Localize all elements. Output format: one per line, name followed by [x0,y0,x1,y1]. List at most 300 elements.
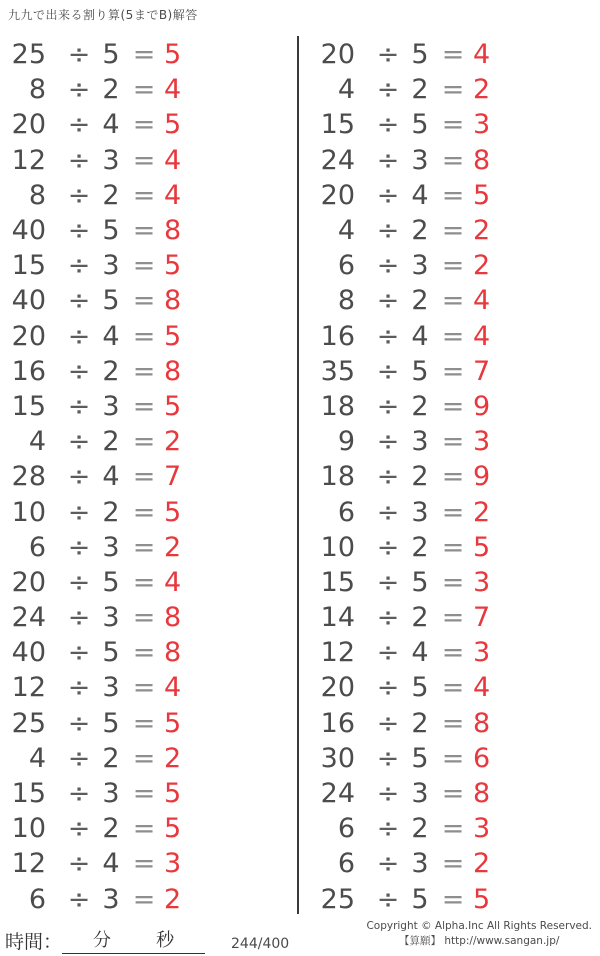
dividend-number: 28 [11,461,46,493]
equals-sign: = [441,778,465,810]
divisor-number: 3 [102,602,120,634]
divisor-number: 3 [102,531,120,563]
problem-row [0,741,297,776]
answer-number: 4 [164,566,182,598]
equals-sign: = [441,250,465,282]
dividend-number: 35 [320,355,355,387]
divide-sign: ÷ [376,883,400,915]
time-label: 時間： [5,931,63,953]
equals-sign: = [441,109,465,141]
problem-row [0,319,297,354]
problem-row [0,776,297,811]
divide-sign: ÷ [67,109,91,141]
problem-row [0,283,297,318]
divide-sign: ÷ [376,566,400,598]
dividend-number: 16 [320,707,355,739]
problem-row [0,494,297,529]
dividend-number: 4 [28,426,46,458]
equals-sign: = [441,742,465,774]
page-title: 九九で出来る割り算(5までB)解答 [8,8,198,22]
dividend-number: 15 [11,778,46,810]
divisor-number: 5 [411,39,429,71]
divide-sign: ÷ [67,778,91,810]
answer-number: 5 [164,707,182,739]
divide-sign: ÷ [376,355,400,387]
divisor-number: 3 [411,848,429,880]
dividend-number: 16 [320,320,355,352]
answer-number: 8 [473,144,491,176]
answer-number: 4 [164,74,182,106]
answer-number: 8 [164,602,182,634]
divide-sign: ÷ [67,215,91,247]
dividend-number: 15 [320,566,355,598]
divide-sign: ÷ [67,320,91,352]
divisor-number: 4 [411,320,429,352]
divide-sign: ÷ [67,250,91,282]
divisor-number: 5 [411,355,429,387]
answer-number: 4 [473,39,491,71]
dividend-number: 6 [28,531,46,563]
problem-row [0,213,297,248]
dividend-number: 20 [11,109,46,141]
equals-sign: = [132,813,156,845]
dividend-number: 40 [11,637,46,669]
divisor-number: 4 [411,179,429,211]
divisor-number: 4 [102,848,120,880]
problem-row [309,213,594,248]
equals-sign: = [132,320,156,352]
divide-sign: ÷ [67,883,91,915]
divide-sign: ÷ [67,813,91,845]
dividend-number: 25 [11,707,46,739]
problem-row [309,670,594,705]
worksheet-body [0,37,600,917]
answer-number: 2 [473,848,491,880]
answer-number: 5 [164,39,182,71]
dividend-number: 12 [320,637,355,669]
dividend-number: 12 [11,144,46,176]
problem-row [309,811,594,846]
divide-sign: ÷ [67,707,91,739]
equals-sign: = [441,426,465,458]
problem-row [0,882,297,917]
divide-sign: ÷ [67,390,91,422]
divisor-number: 4 [102,461,120,493]
dividend-number: 10 [11,813,46,845]
divide-sign: ÷ [67,848,91,880]
dividend-number: 4 [337,74,355,106]
copyright-block [366,919,592,949]
answer-number: 5 [164,496,182,528]
divide-sign: ÷ [376,285,400,317]
copyright-line1: Copyright © Alpha.Inc All Rights Reserved. [366,920,592,932]
divisor-number: 3 [411,496,429,528]
equals-sign: = [441,39,465,71]
equals-sign: = [441,566,465,598]
divisor-number: 3 [102,144,120,176]
divisor-number: 5 [102,215,120,247]
divide-sign: ÷ [376,742,400,774]
problem-row [309,354,594,389]
time-fill-in-blank [62,926,205,954]
problem-row [309,706,594,741]
answer-number: 3 [473,109,491,141]
dividend-number: 10 [320,531,355,563]
divide-sign: ÷ [376,778,400,810]
answer-number: 3 [473,426,491,458]
answer-number: 5 [473,179,491,211]
divide-sign: ÷ [67,285,91,317]
answer-number: 3 [473,637,491,669]
divide-sign: ÷ [67,179,91,211]
answer-number: 5 [164,813,182,845]
answer-number: 5 [473,531,491,563]
dividend-number: 8 [28,179,46,211]
problem-row [0,635,297,670]
answer-number: 2 [164,883,182,915]
dividend-number: 20 [320,179,355,211]
problem-row [309,248,594,283]
answer-number: 2 [473,74,491,106]
answer-number: 5 [164,109,182,141]
problem-row [309,389,594,424]
problem-row [0,178,297,213]
problem-row [309,600,594,635]
answer-number: 4 [164,672,182,704]
problem-row [0,424,297,459]
dividend-number: 15 [11,390,46,422]
divide-sign: ÷ [67,496,91,528]
divisor-number: 2 [411,461,429,493]
problem-row [0,530,297,565]
answer-number: 8 [164,355,182,387]
dividend-number: 18 [320,390,355,422]
problem-row [0,37,297,72]
equals-sign: = [441,602,465,634]
divisor-number: 3 [102,778,120,810]
divide-sign: ÷ [67,355,91,387]
divide-sign: ÷ [376,848,400,880]
equals-sign: = [441,390,465,422]
equals-sign: = [132,74,156,106]
equals-sign: = [441,883,465,915]
answer-number: 5 [164,320,182,352]
answer-number: 2 [473,250,491,282]
dividend-number: 4 [28,742,46,774]
dividend-number: 15 [11,250,46,282]
problem-row [309,776,594,811]
answer-number: 5 [164,778,182,810]
dividend-number: 20 [320,39,355,71]
divisor-number: 3 [411,778,429,810]
divisor-number: 4 [411,637,429,669]
divisor-number: 5 [411,742,429,774]
dividend-number: 8 [28,74,46,106]
dividend-number: 40 [11,285,46,317]
divisor-number: 3 [102,390,120,422]
answer-number: 8 [164,285,182,317]
dividend-number: 24 [320,778,355,810]
equals-sign: = [441,496,465,528]
equals-sign: = [132,848,156,880]
divide-sign: ÷ [376,426,400,458]
divisor-number: 2 [411,531,429,563]
answer-number: 4 [473,285,491,317]
problem-row [309,494,594,529]
problem-row [0,600,297,635]
equals-sign: = [441,637,465,669]
problem-row [309,424,594,459]
divide-sign: ÷ [67,144,91,176]
problem-row [309,143,594,178]
divisor-number: 2 [102,355,120,387]
answer-number: 8 [164,637,182,669]
problem-row [0,811,297,846]
divisor-number: 5 [102,566,120,598]
equals-sign: = [132,742,156,774]
equals-sign: = [132,285,156,317]
divisor-number: 5 [102,39,120,71]
answer-number: 9 [473,390,491,422]
divisor-number: 2 [411,74,429,106]
answer-number: 7 [473,355,491,387]
equals-sign: = [441,144,465,176]
divide-sign: ÷ [376,637,400,669]
problem-row [0,107,297,142]
equals-sign: = [441,672,465,704]
divide-sign: ÷ [376,74,400,106]
answer-number: 4 [473,320,491,352]
dividend-number: 25 [11,39,46,71]
equals-sign: = [441,461,465,493]
divisor-number: 3 [102,250,120,282]
divide-sign: ÷ [376,250,400,282]
equals-sign: = [441,813,465,845]
answer-number: 2 [473,496,491,528]
equals-sign: = [441,74,465,106]
divisor-number: 3 [411,144,429,176]
dividend-number: 24 [320,144,355,176]
divisor-number: 3 [102,672,120,704]
divide-sign: ÷ [376,179,400,211]
divisor-number: 2 [102,179,120,211]
problem-row [0,248,297,283]
divisor-number: 2 [102,813,120,845]
answer-number: 6 [473,742,491,774]
divide-sign: ÷ [67,672,91,704]
equals-sign: = [441,320,465,352]
answer-number: 7 [164,461,182,493]
problem-row [309,319,594,354]
divisor-number: 3 [411,426,429,458]
equals-sign: = [132,109,156,141]
divide-sign: ÷ [376,144,400,176]
divide-sign: ÷ [376,531,400,563]
problem-row [0,354,297,389]
equals-sign: = [132,883,156,915]
problem-row [309,107,594,142]
dividend-number: 40 [11,215,46,247]
divide-sign: ÷ [67,566,91,598]
dividend-number: 12 [11,848,46,880]
equals-sign: = [132,144,156,176]
problem-row [309,565,594,600]
dividend-number: 20 [11,566,46,598]
divide-sign: ÷ [376,320,400,352]
divide-sign: ÷ [67,461,91,493]
divide-sign: ÷ [67,637,91,669]
divide-sign: ÷ [376,707,400,739]
answer-number: 3 [473,813,491,845]
minutes-unit-label: 分 [92,930,111,951]
column-divider-line [297,36,299,914]
equals-sign: = [132,179,156,211]
answer-number: 5 [164,250,182,282]
problem-row [0,389,297,424]
divide-sign: ÷ [67,426,91,458]
equals-sign: = [132,602,156,634]
answer-number: 2 [164,531,182,563]
divisor-number: 2 [411,285,429,317]
answer-number: 4 [473,672,491,704]
dividend-number: 20 [320,672,355,704]
divisor-number: 2 [411,215,429,247]
divisor-number: 2 [411,602,429,634]
dividend-number: 9 [337,426,355,458]
answer-number: 2 [164,742,182,774]
problem-row [0,143,297,178]
equals-sign: = [132,566,156,598]
problems-column-right [297,37,594,917]
divisor-number: 2 [411,707,429,739]
divisor-number: 3 [411,250,429,282]
divisor-number: 2 [102,426,120,458]
problem-row [309,741,594,776]
divide-sign: ÷ [67,74,91,106]
answer-number: 2 [473,215,491,247]
divide-sign: ÷ [376,39,400,71]
answer-number: 3 [164,848,182,880]
divisor-number: 2 [102,496,120,528]
dividend-number: 25 [320,883,355,915]
equals-sign: = [132,496,156,528]
answer-number: 8 [473,707,491,739]
divide-sign: ÷ [376,813,400,845]
dividend-number: 6 [337,496,355,528]
answer-number: 8 [473,778,491,810]
problem-row [0,706,297,741]
answer-number: 3 [473,566,491,598]
problem-row [0,670,297,705]
answer-number: 4 [164,144,182,176]
divisor-number: 5 [411,109,429,141]
dividend-number: 6 [337,848,355,880]
divisor-number: 5 [411,566,429,598]
dividend-number: 8 [337,285,355,317]
problem-row [309,530,594,565]
problem-row [309,178,594,213]
dividend-number: 24 [11,602,46,634]
equals-sign: = [441,215,465,247]
divide-sign: ÷ [67,531,91,563]
equals-sign: = [441,355,465,387]
divisor-number: 2 [411,813,429,845]
problem-row [309,283,594,318]
divisor-number: 5 [102,637,120,669]
equals-sign: = [132,672,156,704]
dividend-number: 14 [320,602,355,634]
problem-row [0,846,297,881]
dividend-number: 6 [28,883,46,915]
problem-row [0,72,297,107]
dividend-number: 30 [320,742,355,774]
equals-sign: = [441,179,465,211]
divisor-number: 5 [411,672,429,704]
equals-sign: = [441,531,465,563]
equals-sign: = [132,461,156,493]
equals-sign: = [441,285,465,317]
divide-sign: ÷ [67,39,91,71]
divide-sign: ÷ [376,461,400,493]
equals-sign: = [132,778,156,810]
equals-sign: = [132,215,156,247]
answer-number: 2 [164,426,182,458]
divide-sign: ÷ [376,215,400,247]
problems-column-left [0,37,297,917]
divide-sign: ÷ [376,496,400,528]
equals-sign: = [132,637,156,669]
divisor-number: 4 [102,320,120,352]
equals-sign: = [132,39,156,71]
divide-sign: ÷ [376,672,400,704]
divisor-number: 5 [102,285,120,317]
equals-sign: = [132,426,156,458]
problem-row [309,882,594,917]
divide-sign: ÷ [376,602,400,634]
problem-row [0,565,297,600]
equals-sign: = [132,390,156,422]
equals-sign: = [441,848,465,880]
divisor-number: 3 [102,883,120,915]
equals-sign: = [132,355,156,387]
problem-row [309,37,594,72]
answer-number: 9 [473,461,491,493]
dividend-number: 4 [337,215,355,247]
dividend-number: 16 [11,355,46,387]
answer-number: 5 [473,883,491,915]
dividend-number: 10 [11,496,46,528]
answer-number: 8 [164,215,182,247]
dividend-number: 12 [11,672,46,704]
dividend-number: 6 [337,250,355,282]
equals-sign: = [441,707,465,739]
divisor-number: 5 [411,883,429,915]
divisor-number: 2 [102,742,120,774]
dividend-number: 6 [337,813,355,845]
equals-sign: = [132,250,156,282]
answer-number: 5 [164,390,182,422]
divide-sign: ÷ [67,742,91,774]
problem-row [309,459,594,494]
divisor-number: 4 [102,109,120,141]
problem-row [309,72,594,107]
divide-sign: ÷ [376,109,400,141]
divisor-number: 5 [102,707,120,739]
answer-number: 4 [164,179,182,211]
equals-sign: = [132,707,156,739]
dividend-number: 15 [320,109,355,141]
seconds-unit-label: 秒 [156,930,175,951]
